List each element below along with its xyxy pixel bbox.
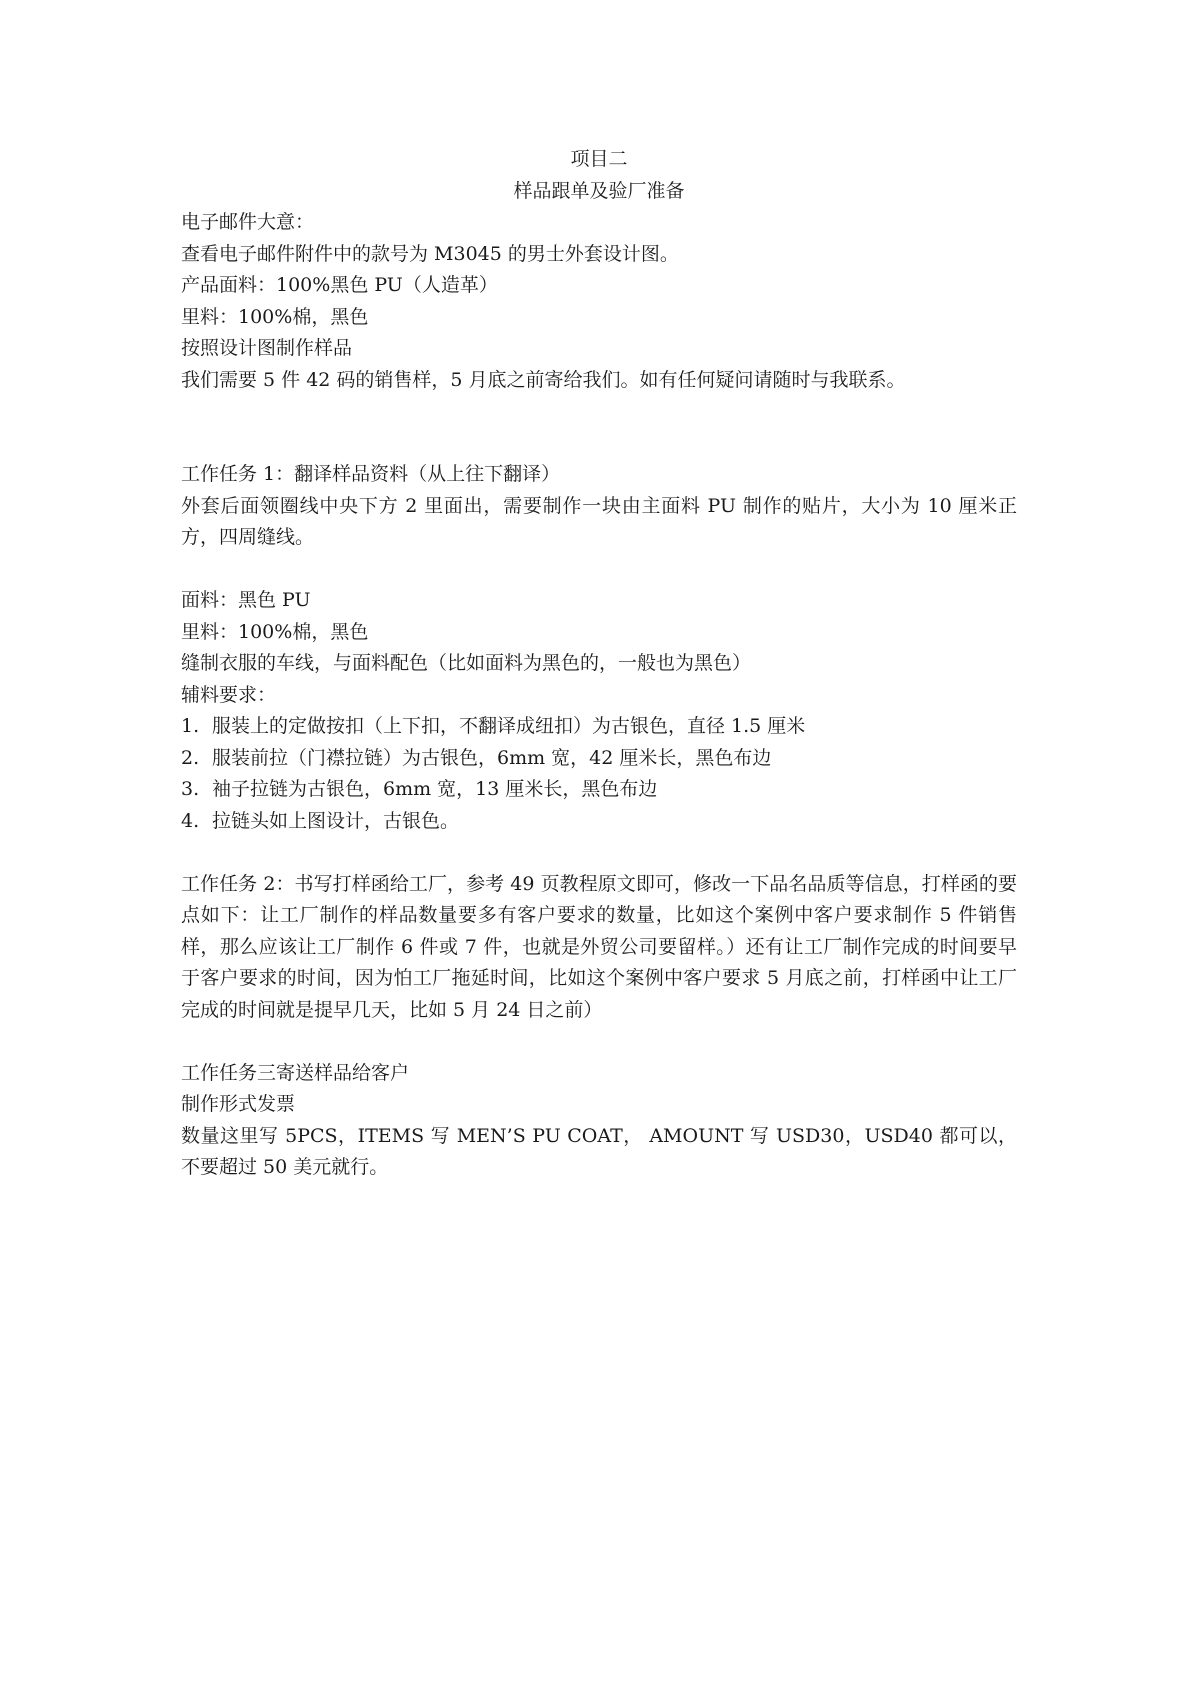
- email-summary-heading: 电子邮件大意：: [181, 211, 315, 233]
- section-spacer: [181, 1026, 1017, 1058]
- task1-line: 缝制衣服的车线，与面料配色（比如面料为黑色的，一般也为黑色）: [181, 652, 752, 674]
- task3-heading: 工作任务三寄送样品给客户: [181, 1061, 410, 1084]
- section-spacer: [181, 396, 1017, 459]
- section-spacer: [181, 554, 1017, 586]
- list-text: 拉链头如上图设计，古银色。: [212, 809, 460, 832]
- list-number: 2.: [181, 746, 200, 769]
- list-number: 3.: [181, 778, 200, 800]
- email-line: 产品面料：100%黑色 PU（人造革）: [181, 274, 498, 296]
- document-title: 项目二: [570, 148, 628, 170]
- task2-paragraph: 工作任务 2：书写打样函给工厂，参考 49 页教程原文即可，修改一下品名品质等信息，打样函的要点如下：让工厂制作的样品数量要多有客户要求的数量，比如这个案例中客户要求制作 5 件销售样，那么应该让工厂制作 6 件或 7 件，也就是外贸公司要留样。）还有让工厂制作完成的时间要早于客户要求的时间，因为怕工厂拖延时间，比如这个案例中客户要求 5 月底之前，打样函中让工厂完成的时间就是提早几天，比如 5 月 24 日之前）: [181, 872, 1017, 1021]
- section-spacer: [181, 837, 1017, 869]
- task3-paragraph: 数量这里写 5PCS，ITEMS 写 MEN’S PU COAT， AMOUNT 写 USD30，USD40 都可以，不要超过 50 美元就行。: [181, 1124, 1017, 1178]
- list-item: [181, 711, 1017, 743]
- email-line: 查看电子邮件附件中的款号为 M3045 的男士外套设计图。: [181, 242, 679, 265]
- list-text: 服装前拉（门襟拉链）为古银色，6mm 宽，42 厘米长，黑色布边: [212, 746, 772, 769]
- list-number: 4.: [181, 809, 200, 832]
- document-body: [181, 144, 1017, 1184]
- list-item: [181, 743, 1017, 775]
- task1-line: 里料：100%棉，黑色: [181, 620, 369, 643]
- task1-line: 面料：黑色 PU: [181, 589, 311, 611]
- email-line: 里料：100%棉，黑色: [181, 305, 369, 328]
- list-item: [181, 774, 1017, 806]
- list-text: 服装上的定做按扣（上下扣，不翻译成纽扣）为古银色，直径 1.5 厘米: [212, 715, 806, 737]
- list-text: 袖子拉链为古银色，6mm 宽，13 厘米长，黑色布边: [212, 778, 658, 800]
- task3-line: 制作形式发票: [181, 1093, 296, 1115]
- document-subtitle: 样品跟单及验厂准备: [513, 179, 685, 202]
- email-line: 我们需要 5 件 42 码的销售样，5 月底之前寄给我们。如有任何疑问请随时与我联系。: [181, 368, 906, 391]
- task1-paragraph: 外套后面领圈线中央下方 2 里面出，需要制作一块由主面料 PU 制作的贴片，大小为 10 厘米正方，四周缝线。: [181, 494, 1017, 548]
- task1-line: 辅料要求：: [181, 683, 277, 706]
- task1-heading: 工作任务 1：翻译样品资料（从上往下翻译）: [181, 463, 561, 485]
- list-number: 1.: [181, 715, 200, 737]
- list-item: [181, 806, 1017, 838]
- email-line: 按照设计图制作样品: [181, 337, 353, 359]
